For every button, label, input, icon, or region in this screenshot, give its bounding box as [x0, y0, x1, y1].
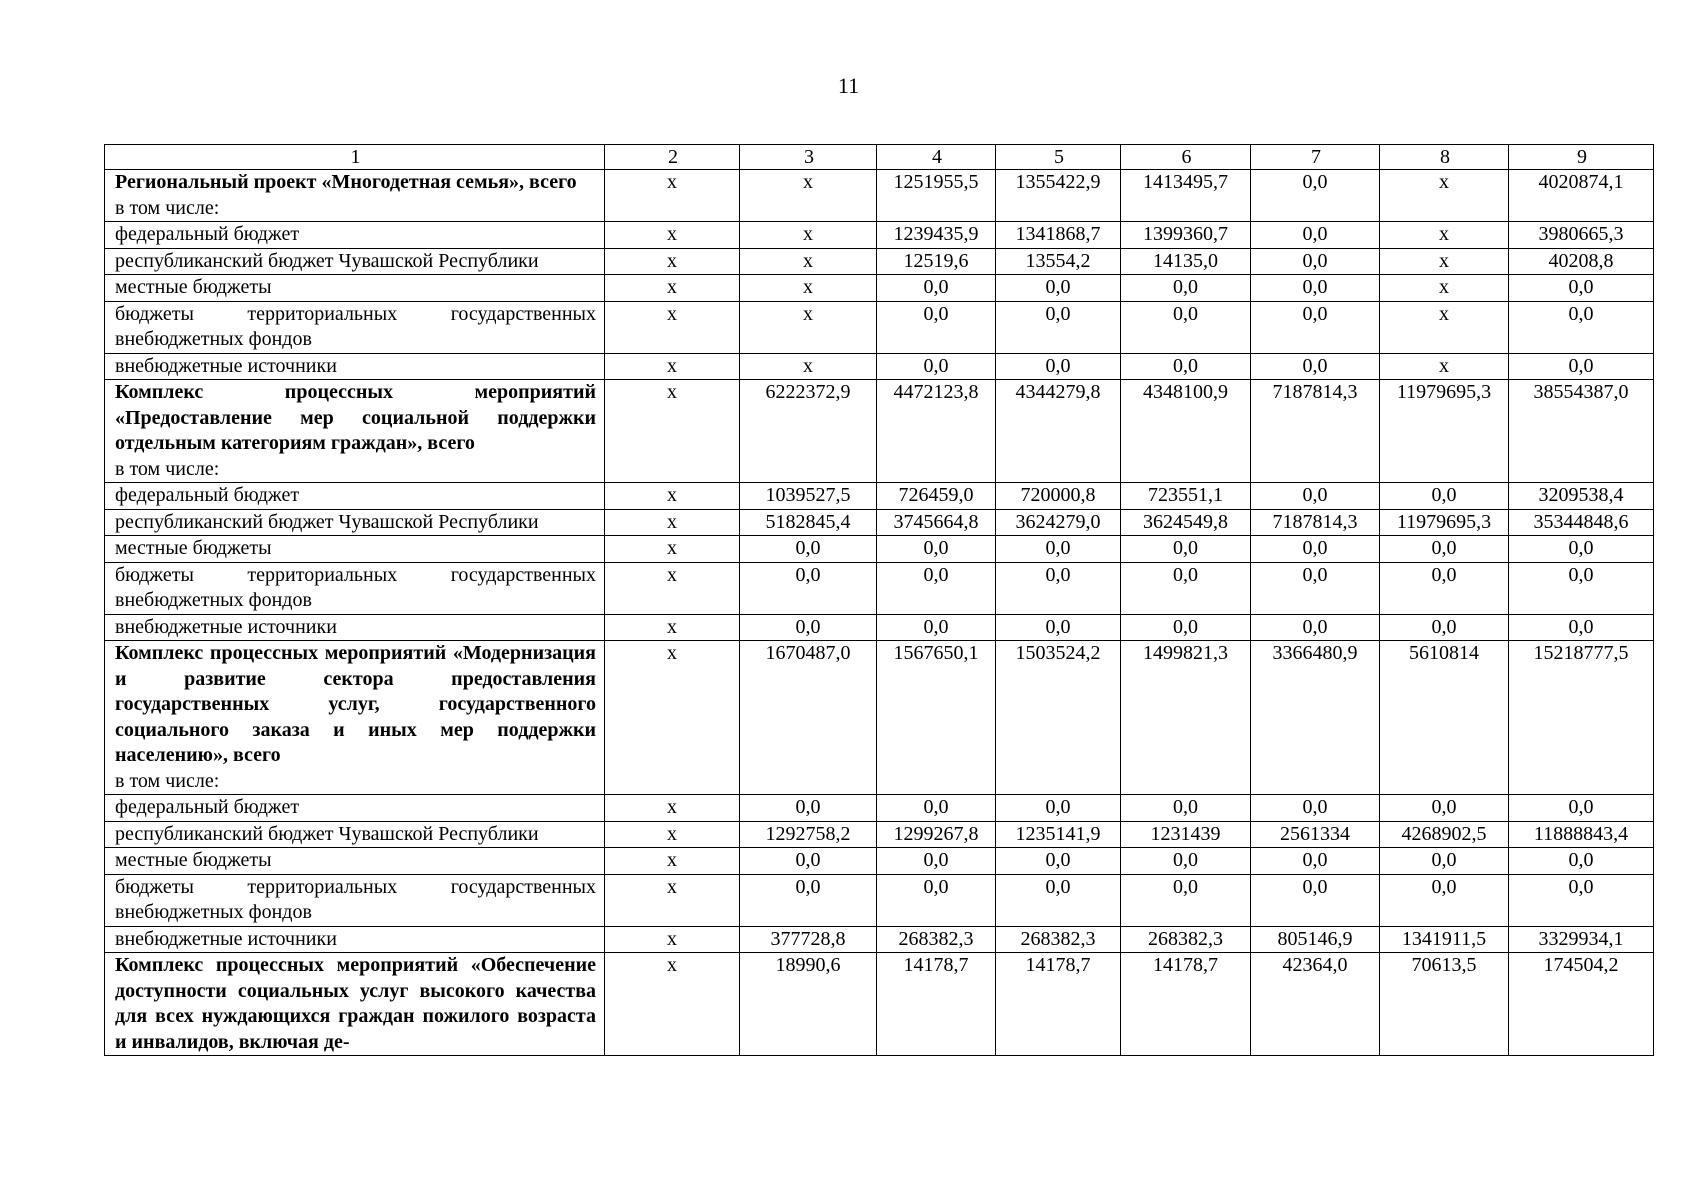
row-label-cell: [105, 222, 605, 249]
value-cell: 0,0: [1121, 795, 1251, 822]
value-cell: 0,0: [740, 874, 877, 926]
row-label: республиканский бюджет Чувашской Республики: [115, 822, 539, 845]
value-cell: x: [1380, 248, 1509, 275]
row-label-cell: [105, 275, 605, 302]
value-cell: 1499821,3: [1121, 641, 1251, 795]
value-cell: 0,0: [996, 353, 1121, 380]
row-label-cell: [105, 874, 605, 926]
value-cell: 0,0: [740, 848, 877, 875]
value-cell: x: [605, 562, 740, 614]
value-cell: 5610814: [1380, 641, 1509, 795]
table-row: [105, 483, 1654, 510]
value-cell: 0,0: [1121, 536, 1251, 563]
value-cell: x: [605, 641, 740, 795]
value-cell: 0,0: [1251, 301, 1380, 353]
value-cell: 0,0: [996, 874, 1121, 926]
row-label-cell: [105, 380, 605, 483]
value-cell: 0,0: [1251, 848, 1380, 875]
value-cell: 0,0: [740, 536, 877, 563]
row-label: Комплекс процессных мероприятий «Предоставление мер социальной поддержки отдельным категориям граждан», всего: [115, 381, 596, 454]
value-cell: x: [605, 874, 740, 926]
value-cell: 1251955,5: [877, 170, 996, 222]
value-cell: 38554387,0: [1509, 380, 1654, 483]
row-label: бюджеты территориальных государственных внебюджетных фондов: [115, 875, 596, 923]
value-cell: 1341868,7: [996, 222, 1121, 249]
row-label: местные бюджеты: [115, 276, 272, 298]
column-number-header: 4: [877, 145, 996, 170]
table-row: [105, 536, 1654, 563]
value-cell: 1341911,5: [1380, 926, 1509, 953]
value-cell: 0,0: [996, 301, 1121, 353]
row-label-cell: [105, 248, 605, 275]
row-label-cell: [105, 301, 605, 353]
value-cell: 13554,2: [996, 248, 1121, 275]
value-cell: x: [605, 353, 740, 380]
row-label: федеральный бюджет: [115, 796, 300, 818]
value-cell: 1413495,7: [1121, 170, 1251, 222]
value-cell: 726459,0: [877, 483, 996, 510]
value-cell: 0,0: [1509, 536, 1654, 563]
value-cell: x: [1380, 170, 1509, 222]
value-cell: 14178,7: [1121, 953, 1251, 1056]
section-title-row: [105, 641, 1654, 795]
value-cell: 40208,8: [1509, 248, 1654, 275]
value-cell: 5182845,4: [740, 509, 877, 536]
value-cell: 0,0: [1380, 614, 1509, 641]
value-cell: x: [605, 380, 740, 483]
value-cell: 0,0: [1121, 848, 1251, 875]
value-cell: 0,0: [996, 275, 1121, 302]
table-row: [105, 926, 1654, 953]
column-number-header: 6: [1121, 145, 1251, 170]
row-label: местные бюджеты: [115, 537, 272, 559]
value-cell: 11979695,3: [1380, 380, 1509, 483]
value-cell: 11888843,4: [1509, 821, 1654, 848]
row-label: внебюджетные источники: [115, 354, 337, 377]
value-cell: x: [605, 821, 740, 848]
value-cell: x: [605, 509, 740, 536]
value-cell: 11979695,3: [1380, 509, 1509, 536]
value-cell: 0,0: [1121, 353, 1251, 380]
value-cell: 14178,7: [996, 953, 1121, 1056]
value-cell: 0,0: [996, 536, 1121, 563]
value-cell: 0,0: [877, 614, 996, 641]
table-row: [105, 874, 1654, 926]
value-cell: x: [740, 301, 877, 353]
section-title-row: [105, 170, 1654, 222]
section-title-row: [105, 953, 1654, 1056]
value-cell: 1235141,9: [996, 821, 1121, 848]
row-sublabel: в том числе:: [115, 196, 220, 219]
value-cell: 0,0: [740, 795, 877, 822]
column-number-header: 1: [105, 145, 605, 170]
value-cell: 0,0: [1251, 795, 1380, 822]
value-cell: 0,0: [1251, 248, 1380, 275]
value-cell: 805146,9: [1251, 926, 1380, 953]
budget-table: [104, 144, 1654, 1056]
value-cell: 723551,1: [1121, 483, 1251, 510]
value-cell: 6222372,9: [740, 380, 877, 483]
value-cell: 0,0: [1251, 614, 1380, 641]
value-cell: 0,0: [996, 562, 1121, 614]
value-cell: 0,0: [1509, 874, 1654, 926]
value-cell: 1399360,7: [1121, 222, 1251, 249]
value-cell: 0,0: [1509, 795, 1654, 822]
row-label-cell: [105, 562, 605, 614]
row-label: Комплекс процессных мероприятий «Модернизация и развитие сектора предоставления государственных услуг, государственного социального заказа и иных мер поддержки населению», всего: [115, 642, 596, 766]
table-header-row: [105, 145, 1654, 170]
value-cell: 0,0: [996, 848, 1121, 875]
value-cell: 0,0: [877, 301, 996, 353]
value-cell: 1567650,1: [877, 641, 996, 795]
value-cell: 0,0: [1121, 874, 1251, 926]
value-cell: x: [1380, 301, 1509, 353]
row-label-cell: [105, 953, 605, 1056]
value-cell: 0,0: [877, 275, 996, 302]
value-cell: 0,0: [1121, 301, 1251, 353]
value-cell: 2561334: [1251, 821, 1380, 848]
value-cell: x: [740, 353, 877, 380]
row-label-cell: [105, 641, 605, 795]
value-cell: 4268902,5: [1380, 821, 1509, 848]
value-cell: 0,0: [1251, 222, 1380, 249]
value-cell: 0,0: [1380, 483, 1509, 510]
value-cell: 0,0: [877, 536, 996, 563]
value-cell: 3624549,8: [1121, 509, 1251, 536]
value-cell: 268382,3: [1121, 926, 1251, 953]
row-label: федеральный бюджет: [115, 223, 300, 245]
value-cell: 0,0: [877, 848, 996, 875]
value-cell: 0,0: [1380, 536, 1509, 563]
table-row: [105, 353, 1654, 380]
value-cell: 1355422,9: [996, 170, 1121, 222]
value-cell: x: [605, 926, 740, 953]
row-label: федеральный бюджет: [115, 484, 300, 506]
value-cell: 0,0: [1121, 275, 1251, 302]
value-cell: 0,0: [1121, 614, 1251, 641]
value-cell: 0,0: [877, 795, 996, 822]
value-cell: 0,0: [1380, 874, 1509, 926]
value-cell: x: [605, 170, 740, 222]
value-cell: x: [1380, 275, 1509, 302]
value-cell: 3209538,4: [1509, 483, 1654, 510]
value-cell: 0,0: [1251, 353, 1380, 380]
value-cell: 14178,7: [877, 953, 996, 1056]
value-cell: 268382,3: [996, 926, 1121, 953]
section-title-row: [105, 380, 1654, 483]
page-number: 11: [837, 73, 860, 98]
row-label: бюджеты территориальных государственных внебюджетных фондов: [115, 302, 596, 350]
table-row: [105, 795, 1654, 822]
row-label: внебюджетные источники: [115, 927, 337, 950]
row-label: республиканский бюджет Чувашской Республики: [115, 249, 539, 272]
table-row: [105, 275, 1654, 302]
value-cell: 0,0: [1251, 874, 1380, 926]
value-cell: 7187814,3: [1251, 380, 1380, 483]
table-row: [105, 509, 1654, 536]
value-cell: 0,0: [1509, 614, 1654, 641]
value-cell: 0,0: [1509, 301, 1654, 353]
value-cell: 3329934,1: [1509, 926, 1654, 953]
value-cell: x: [605, 248, 740, 275]
value-cell: 35344848,6: [1509, 509, 1654, 536]
value-cell: x: [605, 483, 740, 510]
row-sublabel: в том числе:: [115, 769, 220, 792]
value-cell: x: [605, 301, 740, 353]
value-cell: 12519,6: [877, 248, 996, 275]
table-row: [105, 821, 1654, 848]
value-cell: x: [1380, 222, 1509, 249]
table-row: [105, 562, 1654, 614]
value-cell: x: [605, 614, 740, 641]
value-cell: 14135,0: [1121, 248, 1251, 275]
row-label-cell: [105, 536, 605, 563]
table-row: [105, 301, 1654, 353]
value-cell: 0,0: [1509, 275, 1654, 302]
value-cell: 15218777,5: [1509, 641, 1654, 795]
value-cell: 0,0: [996, 614, 1121, 641]
row-label: Комплекс процессных мероприятий «Обеспечение доступности социальных услуг высокого качества для всех нуждающихся граждан пожилого возраста и инвалидов, включая де-: [115, 954, 596, 1053]
value-cell: 0,0: [877, 562, 996, 614]
column-number-header: 2: [605, 145, 740, 170]
value-cell: 0,0: [1380, 562, 1509, 614]
value-cell: 18990,6: [740, 953, 877, 1056]
value-cell: 268382,3: [877, 926, 996, 953]
value-cell: 1503524,2: [996, 641, 1121, 795]
value-cell: 377728,8: [740, 926, 877, 953]
value-cell: x: [740, 222, 877, 249]
value-cell: 0,0: [877, 874, 996, 926]
value-cell: 0,0: [1251, 562, 1380, 614]
row-label-cell: [105, 795, 605, 822]
row-label-cell: [105, 353, 605, 380]
value-cell: 4020874,1: [1509, 170, 1654, 222]
value-cell: 0,0: [1380, 795, 1509, 822]
table-row: [105, 248, 1654, 275]
value-cell: 3366480,9: [1251, 641, 1380, 795]
value-cell: 4344279,8: [996, 380, 1121, 483]
value-cell: 0,0: [1509, 353, 1654, 380]
value-cell: 3624279,0: [996, 509, 1121, 536]
row-label-cell: [105, 848, 605, 875]
column-number-header: 5: [996, 145, 1121, 170]
table-row: [105, 222, 1654, 249]
row-label-cell: [105, 614, 605, 641]
value-cell: 720000,8: [996, 483, 1121, 510]
row-label: внебюджетные источники: [115, 615, 337, 638]
value-cell: x: [605, 536, 740, 563]
value-cell: 0,0: [1251, 170, 1380, 222]
value-cell: 0,0: [1121, 562, 1251, 614]
column-number-header: 3: [740, 145, 877, 170]
value-cell: 3745664,8: [877, 509, 996, 536]
value-cell: 1670487,0: [740, 641, 877, 795]
value-cell: 0,0: [1251, 483, 1380, 510]
row-label: местные бюджеты: [115, 849, 272, 871]
row-label: Региональный проект «Многодетная семья», всего: [115, 171, 577, 193]
value-cell: 4348100,9: [1121, 380, 1251, 483]
value-cell: x: [605, 953, 740, 1056]
value-cell: 1039527,5: [740, 483, 877, 510]
value-cell: 0,0: [740, 562, 877, 614]
column-number-header: 7: [1251, 145, 1380, 170]
value-cell: 3980665,3: [1509, 222, 1654, 249]
value-cell: 0,0: [1509, 848, 1654, 875]
value-cell: 0,0: [996, 795, 1121, 822]
value-cell: 0,0: [877, 353, 996, 380]
value-cell: 0,0: [740, 614, 877, 641]
table-row: [105, 614, 1654, 641]
value-cell: 70613,5: [1380, 953, 1509, 1056]
row-label: республиканский бюджет Чувашской Республики: [115, 510, 539, 533]
row-label-cell: [105, 509, 605, 536]
value-cell: x: [1380, 353, 1509, 380]
table-row: [105, 848, 1654, 875]
value-cell: x: [740, 275, 877, 302]
value-cell: 1231439: [1121, 821, 1251, 848]
row-label-cell: [105, 926, 605, 953]
value-cell: x: [740, 170, 877, 222]
value-cell: 0,0: [1380, 848, 1509, 875]
value-cell: 0,0: [1509, 562, 1654, 614]
value-cell: 42364,0: [1251, 953, 1380, 1056]
value-cell: x: [605, 275, 740, 302]
row-label: бюджеты территориальных государственных внебюджетных фондов: [115, 563, 596, 611]
value-cell: x: [740, 248, 877, 275]
value-cell: 1299267,8: [877, 821, 996, 848]
value-cell: 0,0: [1251, 275, 1380, 302]
value-cell: 0,0: [1251, 536, 1380, 563]
column-number-header: 8: [1380, 145, 1509, 170]
row-sublabel: в том числе:: [115, 457, 220, 480]
value-cell: x: [605, 222, 740, 249]
row-label-cell: [105, 483, 605, 510]
value-cell: 4472123,8: [877, 380, 996, 483]
row-label-cell: [105, 821, 605, 848]
value-cell: 1292758,2: [740, 821, 877, 848]
value-cell: 174504,2: [1509, 953, 1654, 1056]
value-cell: x: [605, 795, 740, 822]
column-number-header: 9: [1509, 145, 1654, 170]
value-cell: 7187814,3: [1251, 509, 1380, 536]
value-cell: x: [605, 848, 740, 875]
value-cell: 1239435,9: [877, 222, 996, 249]
row-label-cell: [105, 170, 605, 222]
